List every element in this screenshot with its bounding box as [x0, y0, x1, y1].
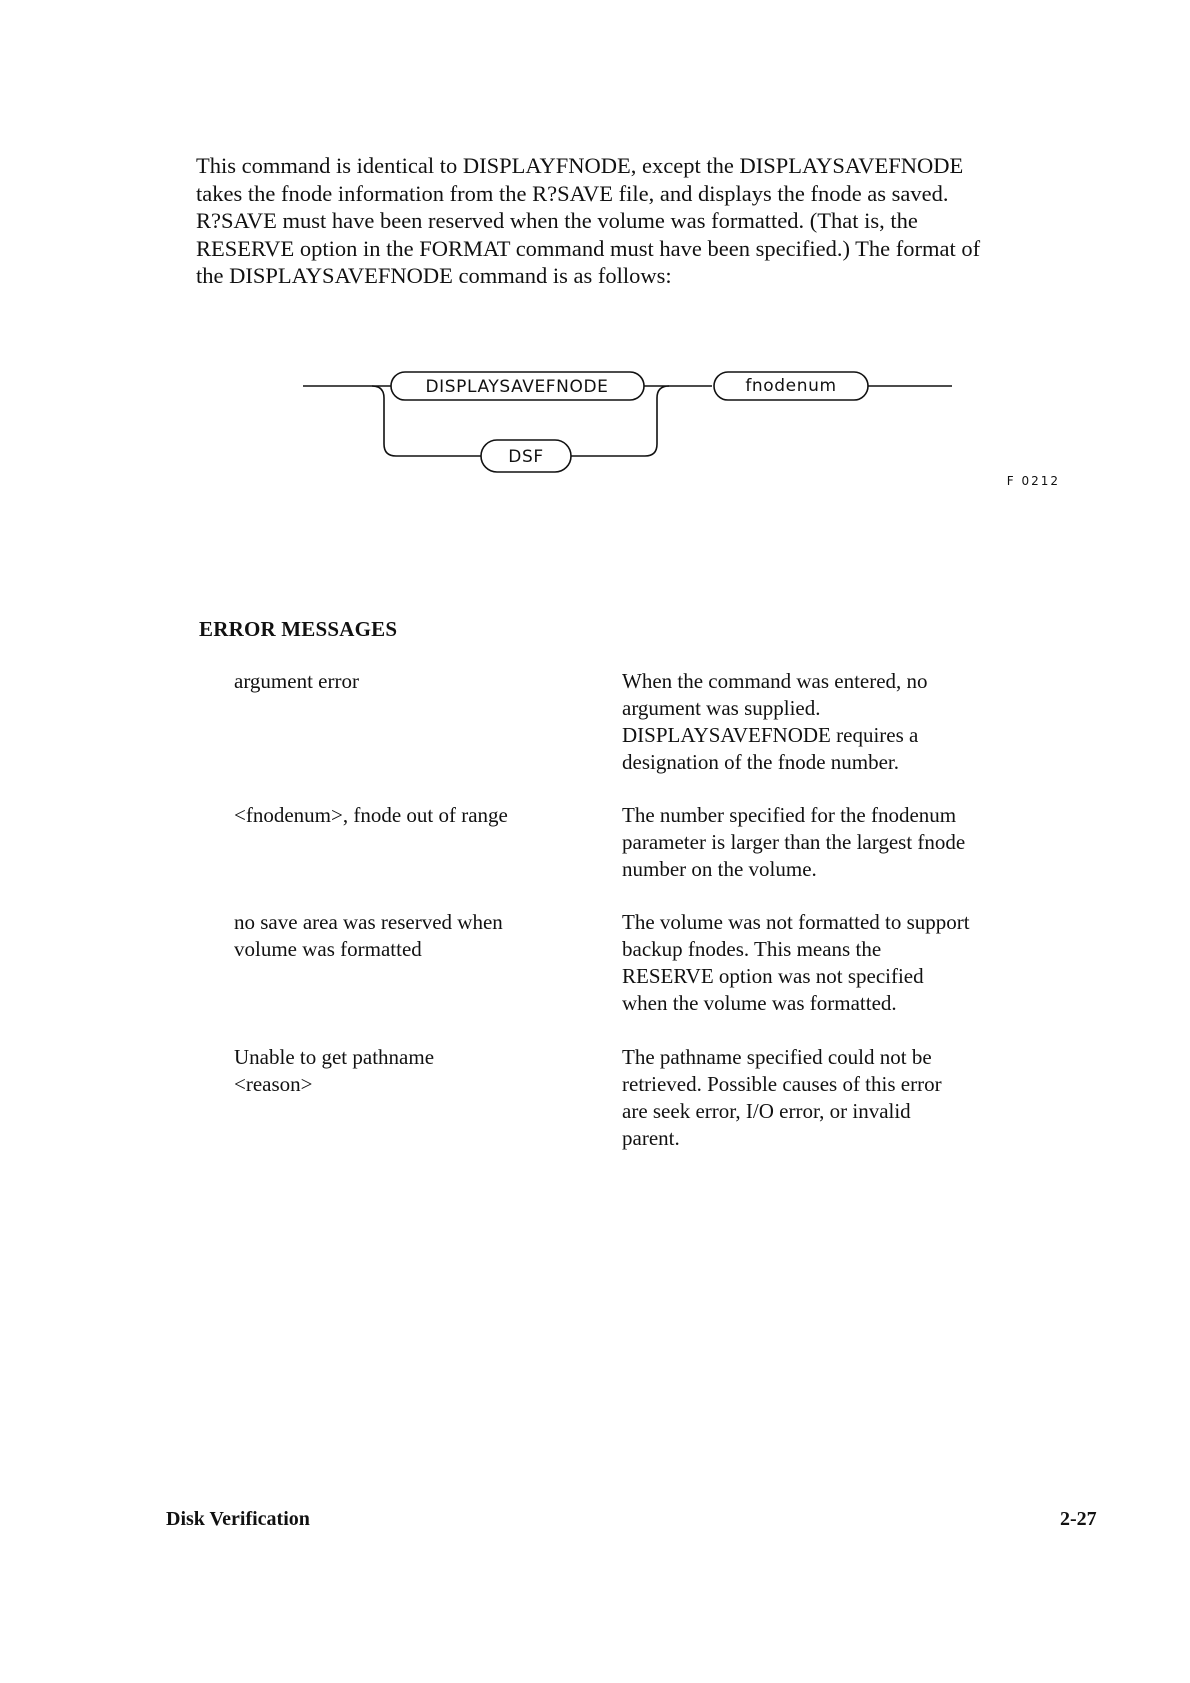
syntax-diagram [0, 0, 1190, 520]
error-description-line: backup fnodes. This means the [622, 937, 882, 961]
error-message [234, 802, 594, 829]
error-messages-heading: ERROR MESSAGES [199, 617, 398, 641]
error-description-line: designation of the fnode number. [622, 750, 900, 774]
error-description [622, 1044, 1082, 1152]
error-description-line: The volume was not formatted to support [622, 910, 970, 934]
error-description-line: RESERVE option was not specified [622, 964, 924, 988]
intro-line: the DISPLAYSAVEFNODE command is as follows: [196, 263, 672, 288]
error-description-line: when the volume was formatted. [622, 991, 897, 1015]
intro-line: takes the fnode information from the R?SAVE file, and displays the fnode as saved. [196, 180, 949, 206]
command-label: DISPLAYSAVEFNODE [425, 377, 609, 397]
intro-line: R?SAVE must have been reserved when the volume was formatted. (That is, the [196, 208, 918, 233]
error-description [622, 668, 1082, 776]
error-description-line: parent. [622, 1126, 680, 1150]
footer-section-title: Disk Verification [166, 1508, 310, 1530]
error-description-line: DISPLAYSAVEFNODE requires a [622, 723, 919, 747]
syntax-lines [303, 372, 952, 472]
error-description-line: The pathname specified could not be [622, 1045, 932, 1069]
parameter-label: fnodenum [745, 376, 837, 396]
error-description-line: parameter is larger than the largest fnode [622, 830, 966, 854]
error-description-line: number on the volume. [622, 857, 817, 881]
footer-page-number: 2-27 [1060, 1508, 1097, 1530]
error-message [234, 1044, 594, 1098]
error-message-line: no save area was reserved when [234, 910, 503, 934]
error-description-line: The number specified for the fnodenum [622, 803, 957, 827]
error-message-line: Unable to get pathname [234, 1045, 435, 1069]
intro-line: RESERVE option in the FORMAT command must have been specified.) The format of [196, 235, 981, 261]
error-message [234, 668, 594, 695]
error-message-line: <reason> [234, 1072, 313, 1096]
error-description [622, 802, 1082, 883]
error-description-line: are seek error, I/O error, or invalid [622, 1099, 911, 1123]
error-message-line: argument error [234, 669, 359, 693]
error-description-line: argument was supplied. [622, 696, 821, 720]
intro-line: This command is identical to DISPLAYFNODE, except the DISPLAYSAVEFNODE [196, 153, 964, 178]
error-message-line: <fnodenum>, fnode out of range [234, 803, 508, 827]
error-message [234, 909, 594, 963]
figure-id: F 0212 [1006, 474, 1060, 488]
error-description-line: retrieved. Possible causes of this error [622, 1072, 942, 1096]
alias-label: DSF [508, 447, 544, 467]
error-message-line: volume was formatted [234, 937, 422, 961]
error-description-line: When the command was entered, no [622, 669, 928, 693]
error-description [622, 909, 1082, 1017]
